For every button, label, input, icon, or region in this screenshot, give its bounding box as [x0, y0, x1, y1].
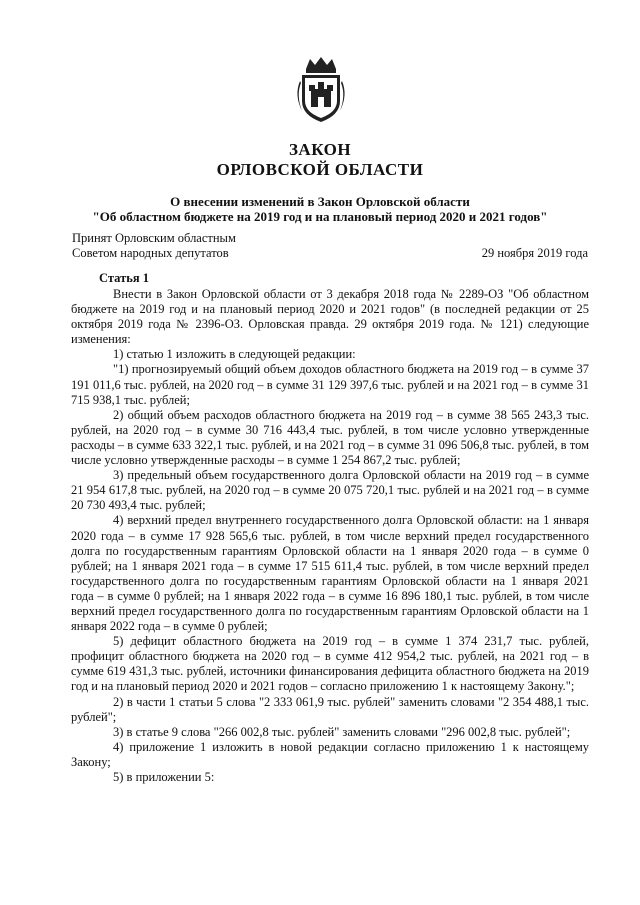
paragraph-item-5: 5) в приложении 5: — [113, 770, 215, 784]
paragraph-item-3: 3) в статье 9 слова "266 002,8 тыс. рублей" заменить словами "296 002,8 тыс. рублей"; — [113, 724, 571, 739]
article-heading: Статья 1 — [99, 271, 149, 285]
paragraph-debt-limit: 3) предельный объем государственного долга Орловской области на 2019 год – в сумме 21 954 617,8 тыс. рублей, на 2020 год – в сумме 20 075 720,1 тыс. рублей и на 2021 год – в сумме 20 730 493,4 тыс. рублей; — [71, 468, 589, 513]
law-title: ЗАКОН — [288, 140, 352, 159]
region-title: ОРЛОВСКОЙ ОБЛАСТИ — [216, 160, 424, 179]
coat-of-arms-emblem — [292, 55, 350, 125]
paragraph-item-2: 2) в части 1 статьи 5 слова "2 333 061,9 тыс. рублей" заменить словами "2 354 488,1 тыс. рублей"; — [71, 694, 589, 724]
adoption-date: 29 ноября 2019 года — [481, 246, 588, 260]
adopted-by-line2: Советом народных депутатов — [72, 246, 229, 260]
law-subtitle-line1: О внесении изменений в Закон Орловской области — [170, 194, 470, 209]
law-subtitle-line2: "Об областном бюджете на 2019 год и на плановый период 2020 и 2021 годов" — [92, 209, 548, 224]
paragraph-expenses: 2) общий объем расходов областного бюджета на 2019 год – в сумме 38 565 243,3 тыс. рублей, на 2020 год – в сумме 30 716 443,4 тыс. рублей, в том числе условно утвержденные расходы – в сумме 633 322,1 тыс. рублей, и на 2021 год – в сумме 31 096 506,8 тыс. рублей, в том числе условно утвержденные расходы – в сумме 1 254 867,2 тыс. рублей; — [71, 407, 589, 468]
paragraph-deficit: 5) дефицит областного бюджета на 2019 год – в сумме 1 374 231,7 тыс. рублей, профицит областного бюджета на 2020 год – в сумме 412 954,2 тыс. рублей, на 2021 год – в сумме 619 431,3 тыс. рублей, источники финансирования дефицита областного бюджета на 2019 год и на плановый период 2020 и 2021 годов – согласно приложению 1 к настоящему Закону."; — [71, 634, 589, 694]
paragraph-item-1: 1) статью 1 изложить в следующей редакции: — [113, 347, 356, 362]
paragraph-intro: Внести в Закон Орловской области от 3 декабря 2018 года № 2289-ОЗ "Об областном бюджете на 2019 год и на плановый период 2020 и 2021 годов" (в последней редакции от 25 октября 2019 года № 2396-ОЗ. Орловская правда. 29 октября 2019 года. № 121) следующие изменения: — [71, 287, 589, 347]
adopted-by — [72, 231, 236, 261]
article-body — [71, 287, 589, 785]
paragraph-item-4: 4) приложение 1 изложить в новой редакции согласно приложению 1 к настоящему Закону; — [71, 739, 589, 769]
paragraph-revenues: "1) прогнозируемый общий объем доходов областного бюджета на 2019 год – в сумме 37 191 011,6 тыс. рублей, на 2020 год – в сумме 31 129 397,6 тыс. рублей и на 2021 год – в сумме 31 715 938,1 тыс. рублей; — [71, 362, 589, 407]
adopted-by-line1: Принят Орловским областным — [72, 231, 236, 245]
paragraph-debt-ceiling: 4) верхний предел внутреннего государственного долга Орловской области: на 1 января 2020 года – в сумме 17 928 565,6 тыс. рублей, в том числе верхний предел государственного долга по государственным гарантиям Орловской области на 1 января 2020 года – в сумме 0 рублей; на 1 января 2021 года – в сумме 17 515 611,4 тыс. рублей, в том числе верхний предел государственного долга по государственным гарантиям Орловской области на 1 января 2021 года – в сумме 0 рублей; на 1 января 2022 года – в сумме 16 896 180,1 тыс. рублей, в том числе верхний предел государственного долга по государственным гарантиям Орловской области на 1 января 2022 года – в сумме 0 рублей; — [71, 513, 589, 634]
